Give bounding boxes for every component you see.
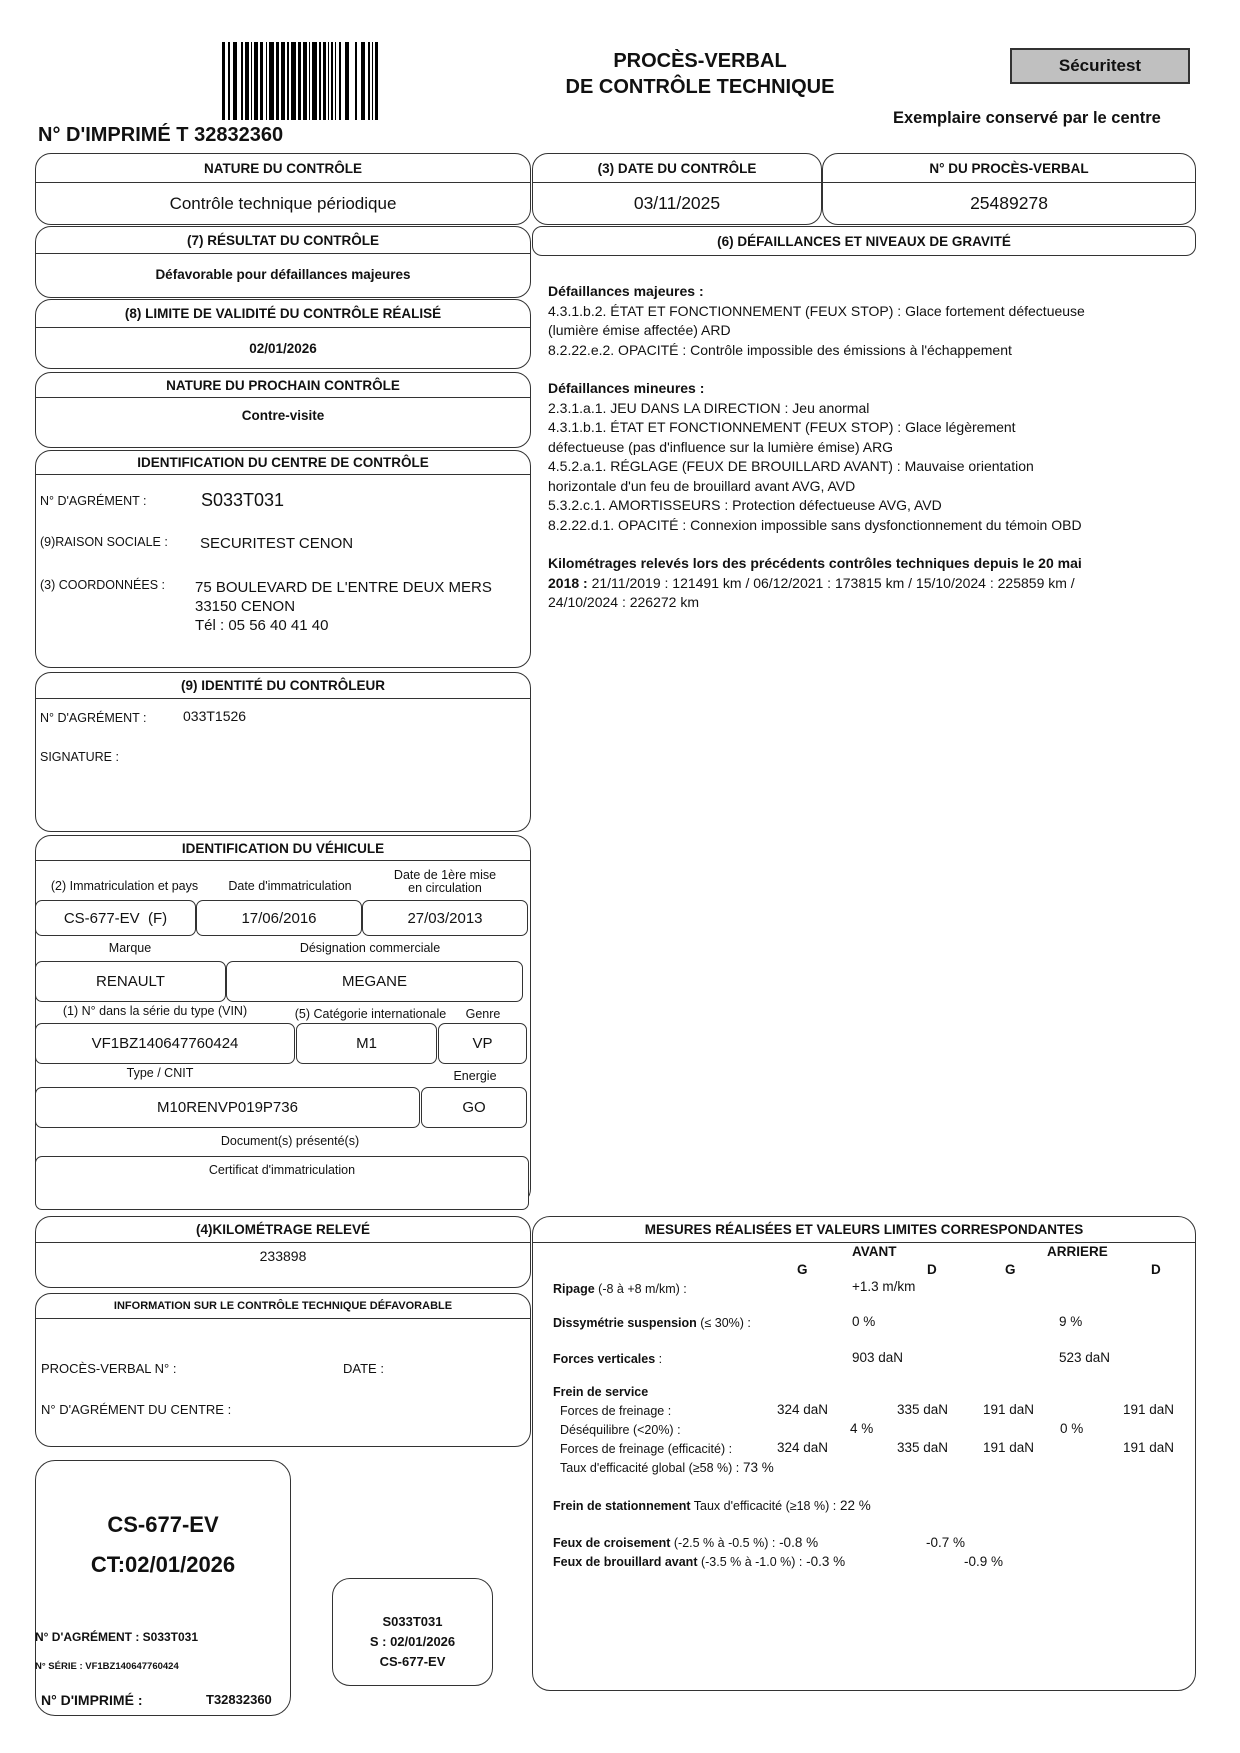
kilometrage-title: (4)KILOMÉTRAGE RELEVÉ — [36, 1217, 530, 1243]
info-defavorable-title: INFORMATION SUR LE CONTRÔLE TECHNIQUE DÉFAVORABLE — [36, 1294, 530, 1319]
centre-agrement-label: N° D'AGRÉMENT : — [40, 494, 147, 508]
centre-address — [195, 578, 492, 635]
defaillance-mineure-line: défectueuse (pas d'influence sur la lumière émise) ARG — [548, 438, 894, 455]
arriere-d-header: D — [1151, 1262, 1161, 1277]
energie-value: GO — [421, 1087, 527, 1128]
ripage-value: +1.3 m/km — [852, 1279, 916, 1294]
majeures-title: Défaillances majeures : — [548, 283, 704, 299]
document-title — [560, 48, 840, 100]
defaillance-majeure-line: (lumière émise affectée) ARD — [548, 322, 731, 338]
limite-validite-value: 02/01/2026 — [249, 340, 317, 356]
prochain-controle-value: Contre-visite — [241, 407, 325, 423]
documents-label: Document(s) présenté(s) — [220, 1134, 360, 1148]
km-history-values: 21/11/2019 : 121491 km / 06/12/2021 : 173815 km / 15/10/2024 : 225859 km / — [587, 574, 1075, 591]
categorie-label: (5) Catégorie internationale — [294, 1007, 447, 1021]
brouillard-row — [553, 1554, 845, 1569]
dissym-limit: (≤ 30%) : — [696, 1316, 751, 1330]
immat-value: CS-677-EV (F) — [35, 900, 196, 936]
forces-vert-avant: 903 daN — [852, 1350, 904, 1365]
date-controle-box — [532, 153, 822, 225]
centre-title: IDENTIFICATION DU CENTRE DE CONTRÔLE — [36, 451, 530, 475]
centre-phone: Tél : 05 56 40 41 40 — [195, 617, 329, 634]
genre-value: VP — [438, 1023, 527, 1064]
avant-d-header: D — [927, 1262, 937, 1277]
sticker-line-3: CS-677-EV — [379, 1654, 446, 1669]
mineures-title: Défaillances mineures : — [548, 380, 705, 396]
vignette-plate: CS-677-EV — [107, 1512, 219, 1537]
centre-raison-label: (9)RAISON SOCIALE : — [40, 535, 168, 549]
forces-freinage-ard: 191 daN — [1123, 1402, 1175, 1417]
taux-global-value: 73 % — [739, 1460, 774, 1475]
brouillard-d: -0.9 % — [964, 1554, 1004, 1569]
ripage-label: Ripage — [553, 1282, 595, 1296]
defaillances-content — [548, 282, 1188, 613]
controleur-agrement-label: N° D'AGRÉMENT : — [40, 711, 147, 725]
centre-box — [35, 450, 531, 668]
categorie-value: M1 — [296, 1023, 437, 1064]
dissym-avant: 0 % — [852, 1314, 876, 1329]
numero-pv-title: N° DU PROCÈS-VERBAL — [823, 154, 1195, 183]
taux-global-row — [560, 1460, 774, 1475]
type-value: M10RENVP019P736 — [35, 1087, 420, 1128]
vignette-imprime-label: N° D'IMPRIMÉ : — [41, 1692, 143, 1708]
arriere-g-header: G — [1005, 1262, 1016, 1277]
documents-value: Certificat d'immatriculation — [208, 1163, 356, 1177]
brouillard-limit: (-3.5 % à -1.0 %) : — [697, 1555, 803, 1569]
vignette-imprime-value: T32832360 — [206, 1692, 272, 1707]
resultat-title: (7) RÉSULTAT DU CONTRÔLE — [36, 227, 530, 254]
defaillance-majeure-line: 8.2.22.e.2. OPACITÉ : Contrôle impossible des émissions à l'échappement — [548, 341, 1012, 358]
vin-value: VF1BZ140647760424 — [35, 1023, 295, 1064]
stationnement-limit: Taux d'efficacité (≥18 %) : — [690, 1499, 837, 1513]
vignette-serie: N° SÉRIE : VF1BZ140647760424 — [35, 1661, 179, 1672]
forces-eff-avg: 324 daN — [777, 1440, 829, 1455]
numero-pv-value: 25489278 — [970, 193, 1048, 213]
forces-freinage-avd: 335 daN — [897, 1402, 949, 1417]
limite-validite-title: (8) LIMITE DE VALIDITÉ DU CONTRÔLE RÉALISÉ — [36, 300, 530, 328]
croisement-g: -0.8 % — [775, 1535, 819, 1550]
barcode — [222, 42, 384, 120]
croisement-d: -0.7 % — [926, 1535, 966, 1550]
date-mec-label-2: en circulation — [408, 881, 482, 895]
forces-vert-arriere: 523 daN — [1059, 1350, 1111, 1365]
marque-label: Marque — [108, 941, 152, 955]
dissym-label: Dissymétrie suspension — [553, 1316, 697, 1330]
km-history-title: Kilométrages relevés lors des précédents contrôles techniques depuis le 20 mai — [548, 555, 1082, 571]
date-controle-title: (3) DATE DU CONTRÔLE — [533, 154, 821, 183]
centre-address-line-2: 33150 CENON — [195, 598, 296, 615]
desequilibre-avant: 4 % — [850, 1421, 874, 1436]
imprime-number: N° D'IMPRIMÉ T 32832360 — [38, 124, 284, 146]
vehicule-title: IDENTIFICATION DU VÉHICULE — [36, 836, 530, 861]
frein-service-title: Frein de service — [553, 1385, 649, 1399]
forces-eff-arg: 191 daN — [983, 1440, 1035, 1455]
km-history-line-1 — [548, 574, 1188, 594]
centre-coord-label: (3) COORDONNÉES : — [40, 578, 166, 592]
genre-label: Genre — [465, 1007, 501, 1021]
stationnement-row — [553, 1498, 871, 1513]
ripage-row — [553, 1282, 687, 1296]
centre-agrement-value: S033T031 — [201, 490, 285, 510]
sticker-line-1: S033T031 — [382, 1614, 443, 1629]
vignette-agrement: N° D'AGRÉMENT : S033T031 — [35, 1630, 199, 1644]
forces-eff-ard: 191 daN — [1123, 1440, 1175, 1455]
title-line-1: PROCÈS-VERBAL — [613, 50, 787, 72]
ripage-limit: (-8 à +8 m/km) : — [594, 1282, 687, 1296]
defaillance-mineure-line: horizontale d'un feu de brouillard avant AVG, AVD — [548, 477, 856, 494]
vignette-ct-date: CT:02/01/2026 — [90, 1552, 236, 1577]
mineures-list — [548, 399, 1188, 536]
marque-value: RENAULT — [35, 961, 226, 1002]
defaillance-mineure-line: 5.3.2.c.1. AMORTISSEURS : Protection défectueuse AVG, AVD — [548, 497, 942, 513]
defaillance-mineure-line: 4.5.2.a.1. RÉGLAGE (FEUX DE BROUILLARD AVANT) : Mauvaise orientation — [548, 458, 1034, 474]
avant-g-header: G — [797, 1262, 808, 1277]
forces-vert-label: Forces verticales — [553, 1352, 656, 1366]
date-immat-value: 17/06/2016 — [196, 900, 362, 936]
prochain-controle-box — [35, 372, 531, 448]
croisement-limit: (-2.5 % à -0.5 %) : — [670, 1536, 776, 1550]
controleur-title: (9) IDENTITÉ DU CONTRÔLEUR — [36, 673, 530, 699]
kilometrage-box — [35, 1216, 531, 1288]
majeures-list — [548, 302, 1188, 361]
immat-label: (2) Immatriculation et pays — [50, 879, 199, 893]
defaillance-majeure-line: 4.3.1.b.2. ÉTAT ET FONCTIONNEMENT (FEUX STOP) : Glace fortement défectueuse — [548, 302, 1085, 319]
resultat-value: Défavorable pour défaillances majeures — [155, 266, 411, 282]
avant-header: AVANT — [852, 1244, 897, 1259]
km-history-line-2: 24/10/2024 : 226272 km — [548, 594, 700, 610]
dissym-arriere: 9 % — [1059, 1314, 1083, 1329]
barcode-graphic — [222, 42, 390, 120]
desequilibre-arriere: 0 % — [1060, 1421, 1084, 1436]
info-pv-label: PROCÈS-VERBAL N° : — [41, 1361, 177, 1376]
date-mec-value: 27/03/2013 — [362, 900, 528, 936]
documents-value-box — [35, 1156, 529, 1210]
centre-address-line-1: 75 BOULEVARD DE L'ENTRE DEUX MERS — [195, 579, 492, 596]
date-controle-value: 03/11/2025 — [633, 193, 721, 213]
km-history-year: 2018 : — [548, 574, 588, 591]
numero-pv-box — [822, 153, 1196, 225]
prochain-controle-title: NATURE DU PROCHAIN CONTRÔLE — [36, 373, 530, 398]
nature-controle-title: NATURE DU CONTRÔLE — [36, 154, 530, 183]
desequilibre-label: Déséquilibre (<20%) : — [560, 1423, 681, 1437]
limite-validite-box — [35, 299, 531, 369]
info-agrement-label: N° D'AGRÉMENT DU CENTRE : — [41, 1402, 232, 1417]
brouillard-label: Feux de brouillard avant — [553, 1555, 698, 1569]
taux-global-label: Taux d'efficacité global (≥58 %) : — [560, 1461, 740, 1475]
defaillances-title: (6) DÉFAILLANCES ET NIVEAUX DE GRAVITÉ — [717, 233, 1011, 249]
sticker-text — [332, 1612, 493, 1672]
vin-label: (1) N° dans la série du type (VIN) — [62, 1004, 248, 1018]
forces-freinage-arg: 191 daN — [983, 1402, 1035, 1417]
designation-value: MEGANE — [226, 961, 523, 1002]
forces-vert-row — [553, 1352, 662, 1366]
sticker-line-2: S : 02/01/2026 — [369, 1634, 456, 1649]
title-line-2: DE CONTRÔLE TECHNIQUE — [565, 76, 835, 98]
type-label: Type / CNIT — [126, 1066, 194, 1080]
forces-freinage-avg: 324 daN — [777, 1402, 829, 1417]
forces-freinage-label: Forces de freinage : — [560, 1404, 672, 1418]
nature-controle-box — [35, 153, 531, 225]
copy-note: Exemplaire conservé par le centre — [893, 109, 1161, 127]
stationnement-value: 22 % — [836, 1498, 871, 1513]
defaillance-mineure-line: 2.3.1.a.1. JEU DANS LA DIRECTION : Jeu anormal — [548, 399, 870, 416]
signature-label: SIGNATURE : — [40, 750, 119, 764]
date-mec-label — [360, 869, 530, 895]
mesures-title: MESURES RÉALISÉES ET VALEURS LIMITES CORRESPONDANTES — [533, 1217, 1195, 1243]
controleur-agrement-value: 033T1526 — [183, 708, 247, 724]
forces-eff-label: Forces de freinage (efficacité) : — [560, 1442, 733, 1456]
kilometrage-value: 233898 — [259, 1248, 307, 1264]
date-immat-label: Date d'immatriculation — [228, 879, 352, 893]
stationnement-label: Frein de stationnement — [553, 1499, 691, 1513]
energie-label: Energie — [453, 1069, 497, 1083]
forces-eff-avd: 335 daN — [897, 1440, 949, 1455]
centre-raison-value: SECURITEST CENON — [200, 535, 354, 552]
brouillard-g: -0.3 % — [802, 1554, 846, 1569]
date-mec-label-1: Date de 1ère mise — [393, 868, 497, 882]
forces-vert-suffix: : — [655, 1352, 663, 1366]
brand-badge: Sécuritest — [1010, 48, 1190, 84]
vignette-box — [35, 1460, 291, 1716]
croisement-label: Feux de croisement — [553, 1536, 671, 1550]
defaillance-mineure-line: 4.3.1.b.1. ÉTAT ET FONCTIONNEMENT (FEUX STOP) : Glace légèrement — [548, 419, 1016, 435]
nature-controle-value: Contrôle technique périodique — [169, 193, 397, 213]
defaillance-mineure-line: 8.2.22.d.1. OPACITÉ : Connexion impossible sans dysfonctionnement du témoin OBD — [548, 516, 1082, 533]
croisement-row — [553, 1535, 818, 1550]
resultat-box — [35, 226, 531, 298]
dissym-row — [553, 1316, 751, 1330]
arriere-header: ARRIERE — [1047, 1244, 1108, 1259]
defaillances-header-box — [532, 226, 1196, 256]
info-date-label: DATE : — [343, 1361, 384, 1376]
designation-label: Désignation commerciale — [299, 941, 441, 955]
